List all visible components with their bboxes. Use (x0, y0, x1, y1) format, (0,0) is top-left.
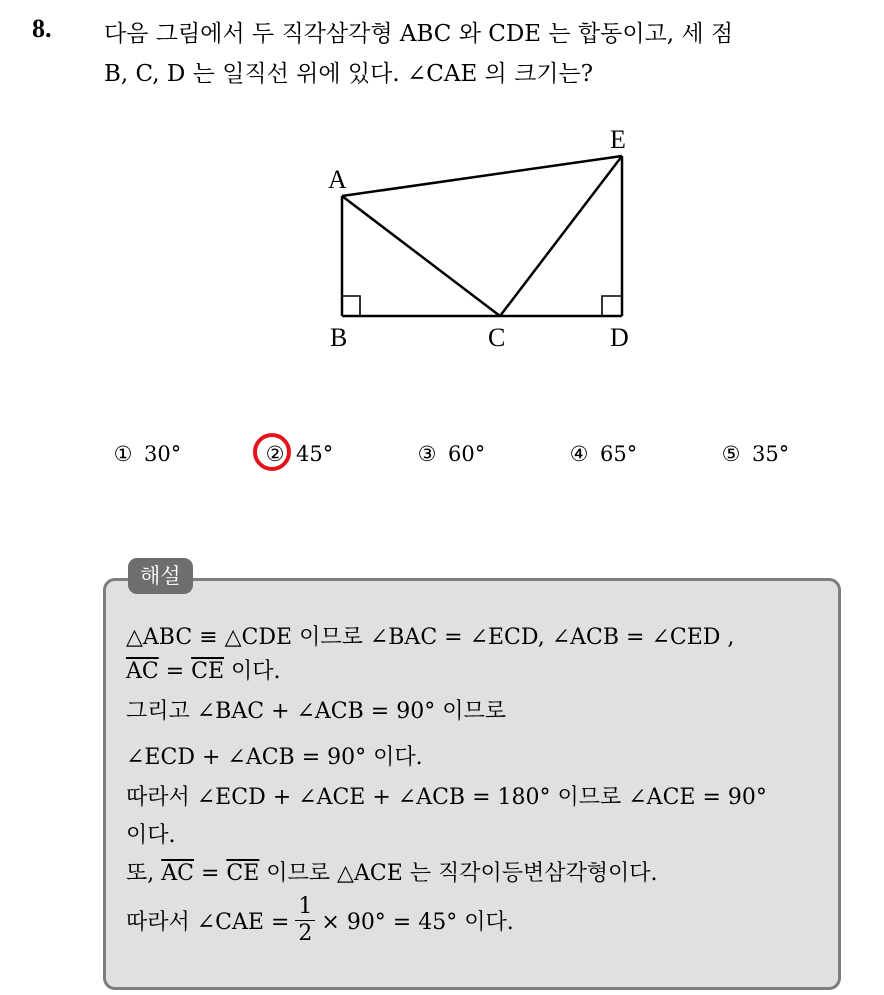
question-number: 8. (32, 14, 52, 43)
label-e: E (610, 125, 626, 154)
question-line-1: 다음 그림에서 두 직각삼각형 ABC 와 CDE 는 합동이고, 세 점 (104, 21, 734, 47)
choice-2-mark-wrap (262, 442, 288, 466)
choice-5-value: 35° (752, 442, 790, 466)
label-a: A (328, 165, 347, 194)
line-7-suffix: 이므로 △ACE 는 직각이등변삼각형이다. (259, 861, 658, 886)
fraction-denominator: 2 (298, 921, 313, 946)
choice-2[interactable] (262, 442, 333, 466)
line-8-prefix: 따라서 ∠CAE = (126, 910, 290, 935)
fraction-one-half (295, 894, 315, 947)
choice-3[interactable] (414, 442, 485, 466)
line-2-suffix: 이다. (224, 659, 281, 684)
equals-sign: = (158, 659, 192, 684)
segment-ce-overline-2: $\overline{CE}$ (226, 861, 260, 886)
solution-line-5: 따라서 ∠ECD + ∠ACE + ∠ACB = 180° 이므로 ∠ACE = 90° (126, 785, 767, 810)
solution-line-7 (126, 856, 658, 887)
segment-ac-overline: $\overline{AC}$ (126, 659, 159, 684)
choice-3-mark: ③ (417, 442, 437, 466)
choice-2-value: 45° (296, 442, 334, 466)
choice-1-value: 30° (144, 442, 182, 466)
choice-2-mark: ② (265, 442, 285, 466)
segment-ac-overline-2: $\overline{AC}$ (161, 861, 194, 886)
solution-line-2 (126, 654, 281, 685)
question-text (104, 14, 864, 94)
question-line-2: B, C, D 는 일직선 위에 있다. ∠CAE 의 크기는? (104, 61, 594, 87)
label-c: C (488, 323, 506, 352)
segment-ae (342, 156, 622, 196)
fraction-numerator: 1 (295, 894, 315, 921)
right-angle-d (602, 296, 622, 316)
segment-ce-overline: $\overline{CE}$ (191, 659, 225, 684)
choice-1-mark: ① (113, 442, 133, 466)
label-d: D (610, 323, 629, 352)
choice-1[interactable] (110, 442, 181, 466)
selected-circle-icon (253, 433, 291, 471)
line-7-prefix: 또, (126, 861, 162, 886)
choice-3-value: 60° (448, 442, 486, 466)
equals-sign-2: = (193, 861, 227, 886)
solution-line-1: △ABC ≡ △CDE 이므로 ∠BAC = ∠ECD, ∠ACB = ∠CED , (126, 625, 735, 650)
choice-5[interactable] (718, 442, 789, 466)
solution-line-6: 이다. (126, 823, 176, 848)
choice-4-value: 65° (600, 442, 638, 466)
solution-tag: 해설 (128, 558, 193, 594)
choice-5-mark: ⑤ (721, 442, 741, 466)
choice-4-mark: ④ (569, 442, 589, 466)
solution-line-4: ∠ECD + ∠ACB = 90° 이다. (126, 745, 423, 770)
solution-line-3: 그리고 ∠BAC + ∠ACB = 90° 이므로 (126, 699, 506, 724)
label-b: B (330, 323, 348, 352)
segment-ce (500, 156, 622, 316)
line-8-suffix: × 90° = 45° 이다. (321, 910, 514, 935)
segment-ac (342, 196, 500, 316)
solution-line-8 (126, 894, 514, 947)
answer-choices (0, 442, 884, 482)
right-angle-b (342, 296, 360, 316)
geometry-figure (300, 120, 660, 360)
choice-4[interactable] (566, 442, 637, 466)
